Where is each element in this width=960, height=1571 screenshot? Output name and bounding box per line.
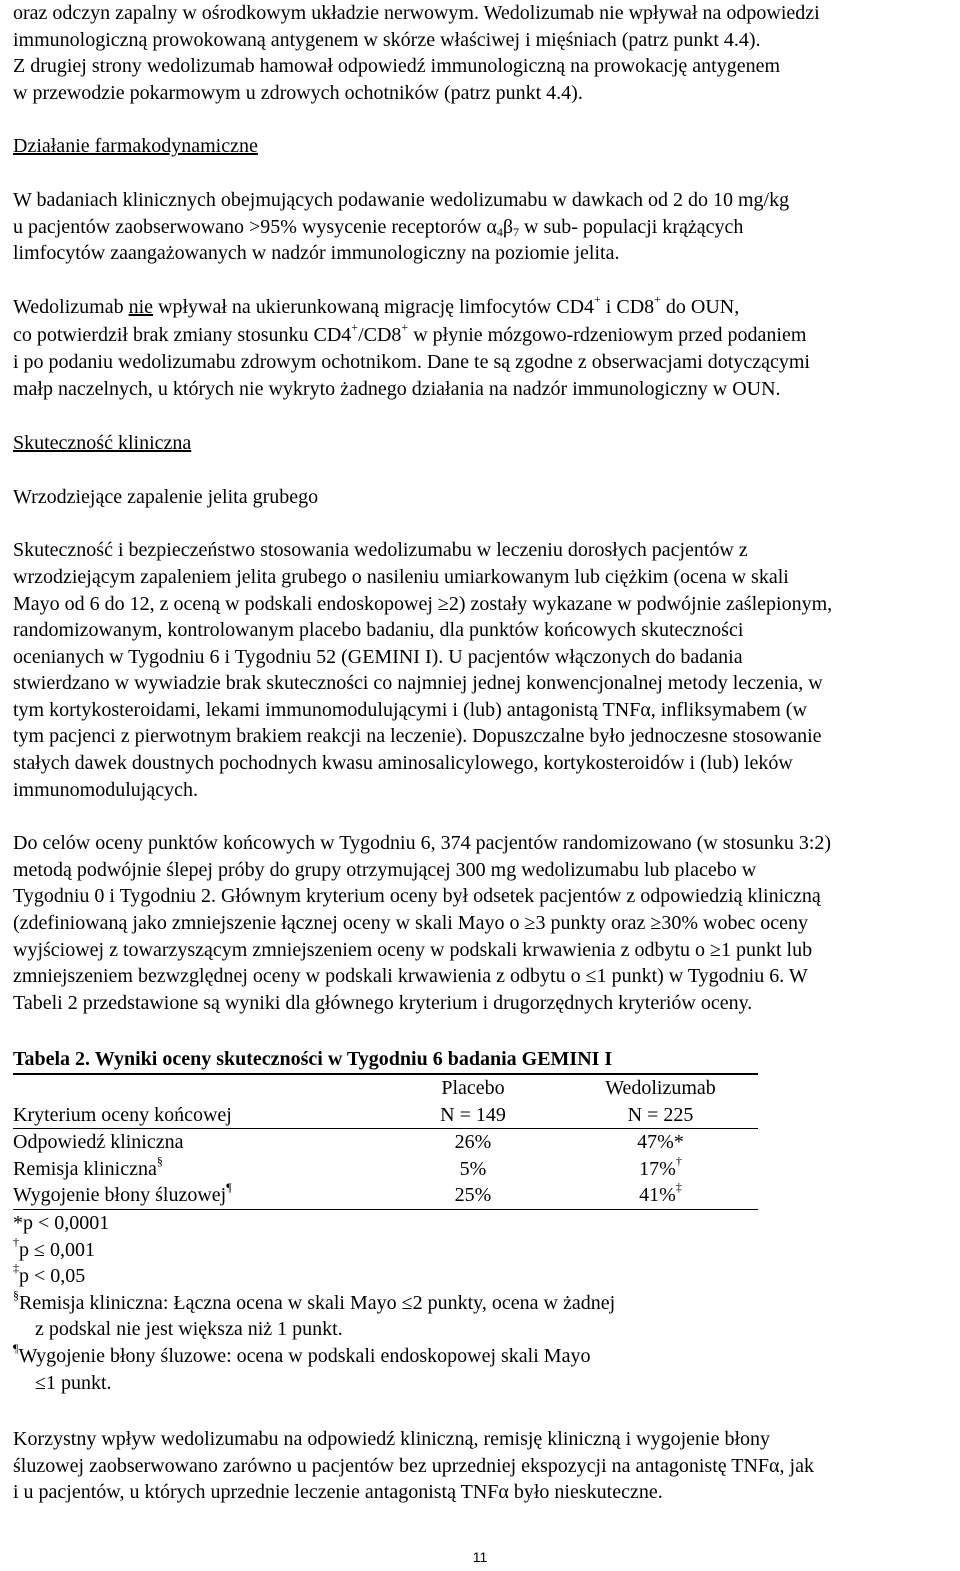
placebo-value: 26% (454, 1131, 492, 1154)
text-line: wyjściowej z towarzyszącym zmniejszeniem oceny w podskali krwawienia z odbytu o ≥1 punkt lub (13, 938, 813, 961)
text-line: immunologiczną prowokowaną antygenem w skórze właściwej i mięśniach (patrz punkt 4.4). (13, 28, 761, 51)
text-line: zmniejszeniem bezwzględnej oceny w podskali krwawienia z odbytu o ≤1 punkt) w Tygodniu 6. W (13, 965, 808, 988)
text-line: małp naczelnych, u których nie wykryto żadnego działania na nadzór immunologiczny w OUN. (13, 377, 781, 400)
text-line: wrzodziejącym zapaleniem jelita grubego o nasileniu umiarkowanym lub ciężkim (ocena w skali (13, 565, 789, 588)
efficacy-table (13, 1073, 758, 1210)
row-label: Remisja kliniczna§ (13, 1153, 163, 1180)
text-line: co potwierdził brak zmiany stosunku CD4+/CD8+ w płynie mózgowo-rdzeniowym przed podaniem (13, 320, 807, 347)
placebo-value: 25% (383, 1182, 563, 1209)
column-header-placebo: Placebo (383, 1074, 563, 1102)
text-line: W badaniach klinicznych obejmujących podawanie wedolizumabu w dawkach od 2 do 10 mg/kg (13, 188, 790, 211)
table-footnotes (13, 1210, 953, 1396)
section-heading-clinical-efficacy: Skuteczność kliniczna (13, 432, 192, 455)
text-line: u pacjentów zaobserwowano >95% wysycenie receptorów $\alpha_4\beta_7$ w sub- populacji krążących (13, 215, 744, 239)
paragraph-intro (13, 0, 953, 106)
text-line: Z drugiej strony wedolizumab hamował odpowiedź immunologiczną na prowokację antygenem (13, 55, 781, 78)
text-line: metodą podwójnie ślepej próby do grupy otrzymującej 300 mg wedolizumabu lub placebo w (13, 858, 757, 881)
n-vedolizumab: N = 225 (563, 1102, 758, 1129)
footnote-continuation: ≤1 punkt. (35, 1371, 112, 1394)
paragraph-gemini-design (13, 537, 953, 803)
vedolizumab-value: 17%† (639, 1153, 682, 1180)
paragraph-lymphocyte-migration (13, 291, 953, 402)
paragraph-tnf-subgroups (13, 1426, 953, 1506)
table-row (13, 1182, 758, 1209)
footnote: §Remisja kliniczna: Łączna ocena w skali Mayo ≤2 punkty, ocena w żadnej (13, 1287, 616, 1314)
vedolizumab-value: 47%* (637, 1131, 684, 1154)
text-line: Wedolizumab nie wpływał na ukierunkowaną migrację limfocytów CD4+ i CD8+ do OUN, (13, 291, 740, 318)
page-number: 11 (472, 1549, 488, 1565)
row-label: Odpowiedź kliniczna (13, 1131, 184, 1154)
text-line: i po podaniu wedolizumabu zdrowym ochotnikom. Dane te są zgodne z obserwacjami dotyczącymi (13, 350, 810, 373)
vedolizumab-value: 41%‡ (563, 1182, 758, 1209)
footnote: ¶Wygojenie błony śluzowe: ocena w podskali endoskopowej skali Mayo (13, 1340, 591, 1367)
row-label: Wygojenie błony śluzowej¶ (13, 1182, 383, 1209)
paragraph-receptor-saturation (13, 187, 953, 267)
text-line: Tabeli 2 przedstawione są wyniki dla głównego kryterium i drugorzędnych kryteriów oceny. (13, 991, 753, 1014)
text-line: stałych dawek doustnych pochodnych kwasu aminosalicylowego, kortykosteroidów i (lub) leków (13, 752, 793, 775)
text-line: Tygodniu 0 i Tygodniu 2. Głównym kryterium oceny był odsetek pacjentów z odpowiedzią kliniczną (13, 885, 821, 908)
text-line: randomizowanym, kontrolowanym placebo badaniu, dla punktów końcowych skuteczności (13, 619, 744, 642)
text-line: immunomodulujących. (13, 778, 198, 801)
section-heading-pharmacodynamics: Działanie farmakodynamiczne (13, 135, 258, 158)
table-title: Tabela 2. Wyniki oceny skuteczności w Tygodniu 6 badania GEMINI I (13, 1048, 613, 1071)
document-page (13, 0, 953, 1506)
text-line: oraz odczyn zapalny w ośrodkowym układzie nerwowym. Wedolizumab nie wpływał na odpowiedzi (13, 2, 820, 24)
subsection-heading-ulcerative-colitis: Wrzodziejące zapalenie jelita grubego (13, 485, 319, 508)
footnote: ‡p < 0,05 (13, 1261, 86, 1288)
text-line: Do celów oceny punktów końcowych w Tygodniu 6, 374 pacjentów randomizowano (w stosunku 3:2) (13, 832, 832, 855)
footnote: *p < 0,0001 (13, 1211, 110, 1234)
column-header-vedolizumab: Wedolizumab (563, 1074, 758, 1102)
text-line: ocenianych w Tygodniu 6 i Tygodniu 52 (GEMINI I). U pacjentów włączonych do badania (13, 645, 743, 668)
table-header-row (13, 1074, 758, 1102)
text-line: stwierdzano w wywiadzie brak skuteczności co najmniej jednej konwencjonalnej metody leczenia, w (13, 672, 823, 695)
text-line: tym kortykosteroidami, lekami immunomodulującymi i (lub) antagonistą TNFα, infliksymabem (w (13, 698, 807, 721)
text-line: tym pacjenci z pierwotnym brakiem reakcji na leczenie). Dopuszczalne było jednoczesne stosowanie (13, 725, 822, 748)
text-line: śluzowej zaobserwowano zarówno u pacjentów bez uprzedniej ekspozycji na antagonistę TNFα, jak (13, 1454, 814, 1477)
text-line: w przewodzie pokarmowym u zdrowych ochotników (patrz punkt 4.4). (13, 81, 583, 104)
row-header-endpoint: Kryterium oceny końcowej (13, 1102, 383, 1129)
text-line: limfocytów zaangażowanych w nadzór immunologiczny na poziomie jelita. (13, 242, 620, 265)
text-line: Mayo od 6 do 12, z oceną w podskali endoskopowej ≥2) zostały wykazane w podwójnie zaślepionym, (13, 592, 833, 615)
text-line: Korzystny wpływ wedolizumabu na odpowiedź kliniczną, remisję kliniczną i wygojenie błony (13, 1428, 771, 1451)
text-line: Skuteczność i bezpieczeństwo stosowania wedolizumabu w leczeniu dorosłych pacjentów z (13, 539, 748, 562)
placebo-value: 5% (459, 1157, 487, 1180)
table-row (13, 1129, 758, 1156)
paragraph-week6-endpoints (13, 830, 953, 1016)
footnote-continuation: z podskal nie jest większa niż 1 punkt. (35, 1318, 343, 1341)
table-cell (13, 1074, 383, 1102)
text-line: (zdefiniowaną jako zmniejszenie łącznej oceny w skali Mayo o ≥3 punkty oraz ≥30% wobec oceny (13, 912, 808, 935)
table-header-row (13, 1102, 758, 1129)
footnote: †p ≤ 0,001 (13, 1234, 95, 1261)
n-placebo: N = 149 (383, 1102, 563, 1129)
table-row (13, 1156, 758, 1183)
text-line: i u pacjentów, u których uprzednie leczenie antagonistą TNFα było nieskuteczne. (13, 1481, 663, 1504)
